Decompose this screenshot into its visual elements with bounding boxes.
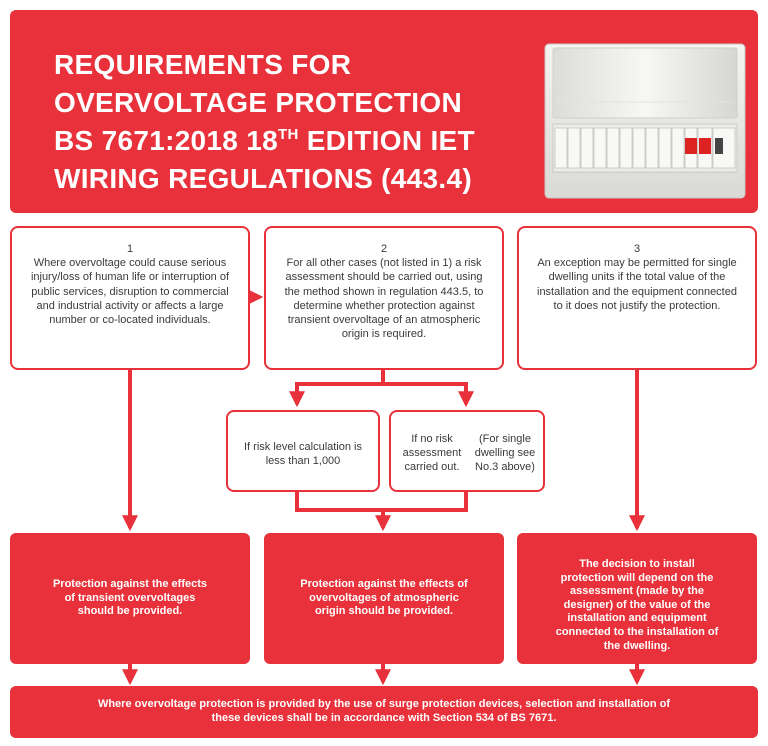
step-1-number: 1 (126, 243, 134, 255)
footer-note (10, 686, 758, 738)
outcome-2-box (264, 533, 504, 664)
outcome-3-box (517, 533, 757, 664)
title-line-1: REQUIREMENTS FOR (54, 49, 352, 80)
risk-low-condition-box (226, 410, 380, 492)
step-3-box (517, 226, 757, 370)
arrow-step2-to-no-assessment (383, 384, 466, 404)
title-line-3-pre: BS 7671:2018 18 (54, 125, 279, 156)
page-title (54, 46, 514, 198)
title-line-4: WIRING REGULATIONS (443.4) (54, 163, 472, 194)
title-line-3-sup: TH (278, 126, 299, 143)
step-2-box (264, 226, 504, 370)
outcome-1-box (10, 533, 250, 664)
title-line-3 (54, 122, 514, 160)
step-2-text: For all other cases (not listed in 1) a risk assessment should be carried out, using the method shown in regulation 443.5, to determine whether protection against transient overvoltage of an atmospheric origin is required. (284, 257, 484, 341)
step-3-number: 3 (633, 243, 641, 255)
consumer-unit-image (543, 42, 747, 202)
outcome-2-text: Protection against the effects of overvoltages of atmospheric origin should be provided. (300, 578, 468, 618)
arrow-step2-to-risk-low (297, 370, 383, 404)
title-line-3-post: EDITION IET (298, 125, 475, 156)
merge-line (297, 492, 466, 510)
header-banner (10, 10, 758, 213)
step-1-box (10, 226, 250, 370)
step-1-text: Where overvoltage could cause serious injury/loss of human life or interruption of public services, disruption to commercial and industrial activity or affects a large number or co-located individuals. (30, 257, 230, 327)
step-3-text: An exception may be permitted for single dwelling units if the total value of the installation and the equipment connected to it does not justify the protection. (537, 257, 737, 312)
no-assessment-condition-box (389, 410, 545, 492)
no-assessment-note: (For single dwelling see No.3 above) (474, 433, 536, 474)
risk-low-text: If risk level calculation is less than 1,000 (244, 441, 362, 468)
title-line-2: OVERVOLTAGE PROTECTION (54, 87, 462, 118)
outcome-1-text: Protection against the effects of transient overvoltages should be provided. (52, 578, 208, 618)
no-assessment-text: If no risk assessment carried out. (402, 433, 462, 474)
footer-text: Where overvoltage protection is provided by the use of surge protection devices, selection and installation of these devices shall be in accordance with Section 534 of BS 7671. (97, 698, 671, 724)
outcome-3-text: The decision to install protection will depend on the assessment (made by the designer) of the value of the installation and equipment connected to the installation of the dwelling. (555, 558, 719, 652)
step-2-number: 2 (380, 243, 388, 255)
